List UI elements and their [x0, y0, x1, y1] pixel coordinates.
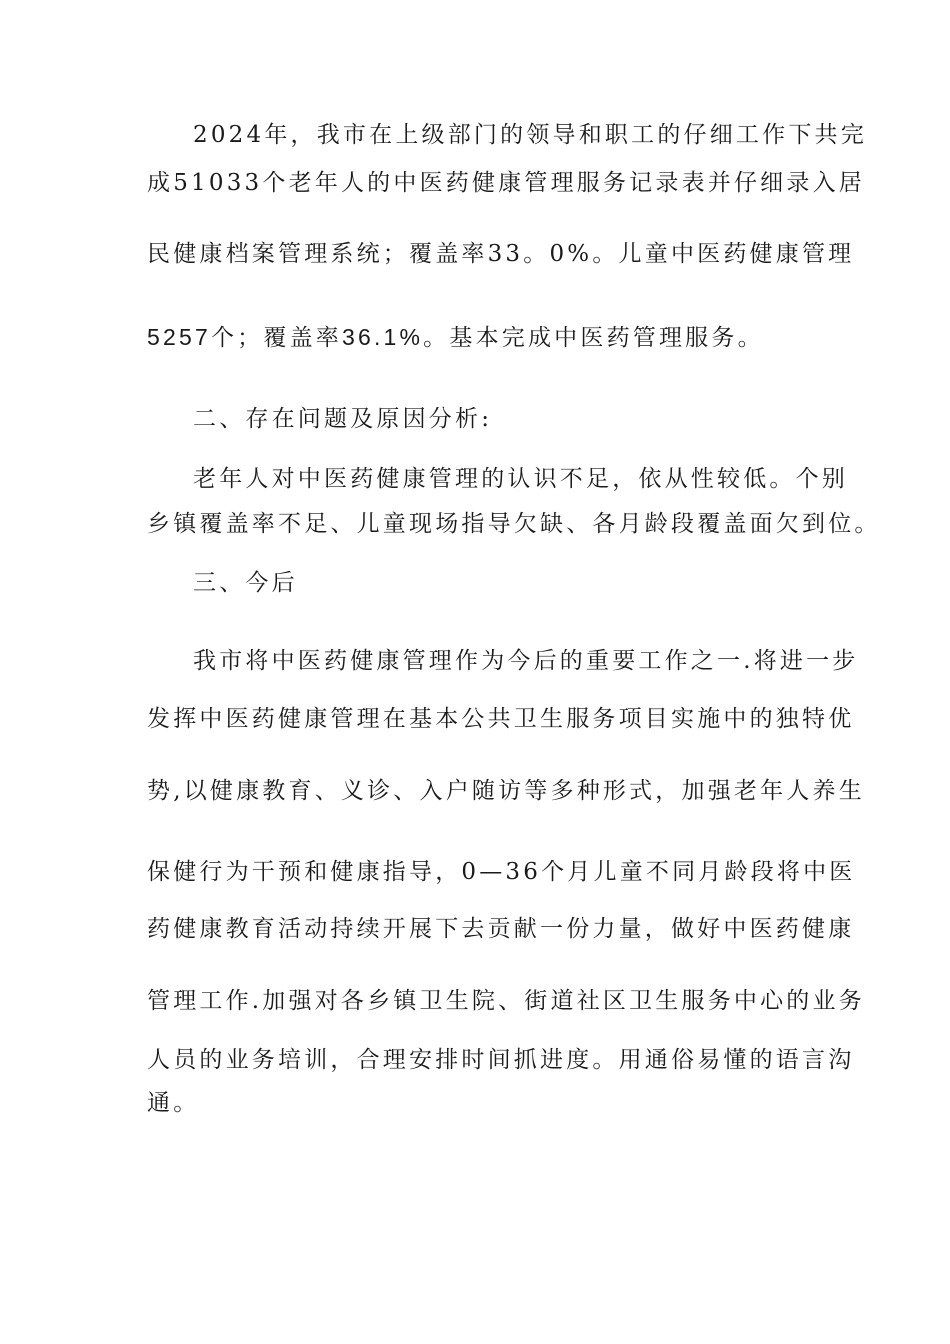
paragraph-line: 通。 — [147, 1090, 200, 1116]
paragraph-line: 发挥中医药健康管理在基本公共卫生服务项目实施中的独特优 — [147, 706, 855, 732]
paragraph-line: 民健康档案管理系统；覆盖率33。0%。儿童中医药健康管理 — [147, 241, 855, 267]
paragraph-line: 乡镇覆盖率不足、儿童现场指导欠缺、各月龄段覆盖面欠到位。 — [147, 511, 881, 537]
paragraph-line: 保健行为干预和健康指导，0—36个月儿童不同月龄段将中医 — [147, 859, 856, 885]
section-heading: 二、存在问题及原因分析: — [193, 406, 493, 432]
paragraph-line: 2024年，我市在上级部门的领导和职工的仔细工作下共完 — [193, 122, 867, 148]
paragraph-line: 人员的业务培训，合理安排时间抓进度。用通俗易懂的语言沟 — [147, 1047, 855, 1073]
paragraph-line: 5257个；覆盖率36.1%。基本完成中医药管理服务。 — [147, 324, 764, 350]
paragraph-line: 势,以健康教育、义诊、入户随访等多种形式，加强老年人养生 — [147, 778, 865, 804]
paragraph-line: 药健康教育活动持续开展下去贡献一份力量，做好中医药健康 — [147, 916, 855, 942]
paragraph-line: 成51033个老年人的中医药健康管理服务记录表并仔细录入居 — [147, 170, 865, 196]
section-heading: 三、今后 — [193, 570, 298, 596]
paragraph-line: 我市将中医药健康管理作为今后的重要工作之一.将进一步 — [193, 648, 859, 674]
paragraph-line: 老年人对中医药健康管理的认识不足，依从性较低。个别 — [193, 466, 848, 492]
paragraph-line: 管理工作.加强对各乡镇卫生院、街道社区卫生服务中心的业务 — [147, 988, 865, 1014]
